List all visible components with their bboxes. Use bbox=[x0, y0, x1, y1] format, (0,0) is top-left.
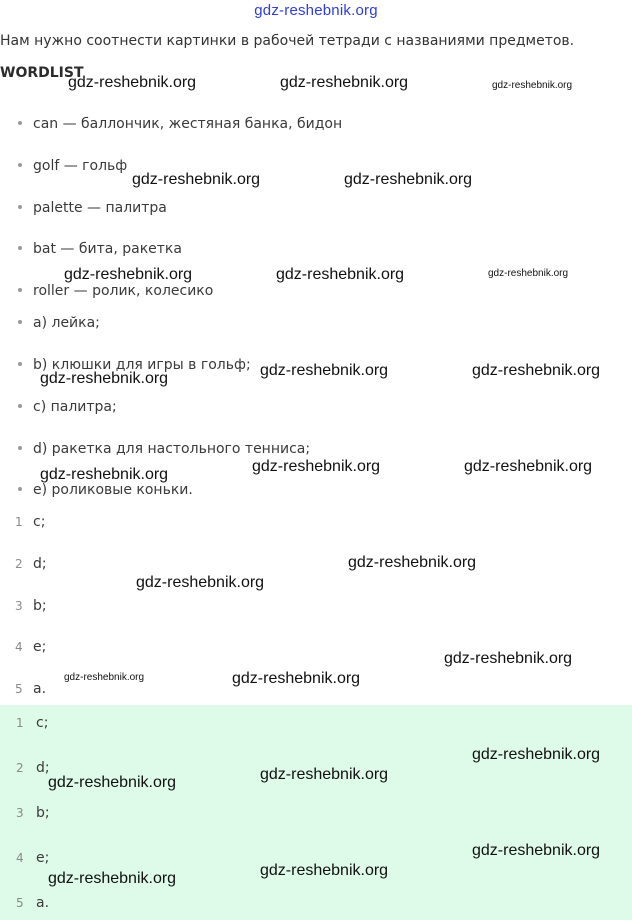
watermark: gdz-reshebnik.org bbox=[472, 362, 601, 379]
watermark: gdz-reshebnik.org bbox=[252, 458, 381, 475]
numbered-item: 2 d; bbox=[15, 556, 47, 572]
watermark: gdz-reshebnik.org bbox=[260, 362, 389, 379]
numbered-item: 3 b; bbox=[15, 598, 47, 614]
intro-text: Нам нужно соотнести картинки в рабочей тетради с названиями предметов. bbox=[0, 33, 575, 49]
answer-item: 2 d; bbox=[16, 760, 50, 776]
watermark: gdz-reshebnik.org bbox=[444, 650, 573, 667]
wordlist-item: a) лейка; bbox=[18, 315, 100, 331]
watermark: gdz-reshebnik.org bbox=[232, 670, 361, 687]
bullet-icon bbox=[18, 205, 22, 209]
watermark: gdz-reshebnik.org bbox=[492, 80, 573, 91]
wordlist-item: c) палитра; bbox=[18, 399, 117, 415]
bullet-icon bbox=[18, 362, 22, 366]
watermark: gdz-reshebnik.org bbox=[280, 74, 409, 91]
watermark: gdz-reshebnik.org bbox=[260, 766, 389, 783]
watermark: gdz-reshebnik.org bbox=[348, 554, 477, 571]
watermark: gdz-reshebnik.org bbox=[276, 266, 405, 283]
answer-item: 3 b; bbox=[16, 805, 50, 821]
wordlist-item: e) роликовые коньки. bbox=[18, 482, 193, 498]
answer-item: 5 a. bbox=[16, 895, 50, 911]
bullet-icon bbox=[18, 288, 22, 292]
watermark: gdz-reshebnik.org bbox=[40, 466, 169, 483]
bullet-icon bbox=[18, 320, 22, 324]
bullet-icon bbox=[18, 487, 22, 491]
watermark: gdz-reshebnik.org bbox=[40, 370, 169, 387]
watermark: gdz-reshebnik.org bbox=[64, 672, 145, 683]
watermark: gdz-reshebnik.org bbox=[344, 171, 473, 188]
numbered-item: 5 a. bbox=[15, 681, 47, 697]
bullet-icon bbox=[18, 163, 22, 167]
watermark: gdz-reshebnik.org bbox=[488, 268, 569, 279]
answer-item: 4 e; bbox=[16, 850, 50, 866]
bullet-icon bbox=[18, 121, 22, 125]
wordlist-item: roller — ролик, колесико bbox=[18, 283, 213, 299]
watermark: gdz-reshebnik.org bbox=[260, 862, 389, 879]
watermark: gdz-reshebnik.org bbox=[472, 746, 601, 763]
bullet-icon bbox=[18, 404, 22, 408]
numbered-item: 1 c; bbox=[15, 514, 46, 530]
watermark: gdz-reshebnik.org bbox=[64, 266, 193, 283]
wordlist-heading: WORDLIST bbox=[0, 65, 84, 81]
numbered-item: 4 e; bbox=[15, 639, 47, 655]
watermark: gdz-reshebnik.org bbox=[48, 870, 177, 887]
watermark: gdz-reshebnik.org bbox=[464, 458, 593, 475]
bullet-icon bbox=[18, 246, 22, 250]
wordlist-item: palette — палитра bbox=[18, 200, 167, 216]
watermark: gdz-reshebnik.org bbox=[48, 774, 177, 791]
answer-item: 1 c; bbox=[16, 715, 49, 731]
watermark: gdz-reshebnik.org bbox=[472, 842, 601, 859]
bullet-icon bbox=[18, 446, 22, 450]
wordlist-item: d) ракетка для настольного тенниса; bbox=[18, 441, 310, 457]
wordlist-item: bat — бита, ракетка bbox=[18, 241, 182, 257]
wordlist-item: b) клюшки для игры в гольф; bbox=[18, 357, 251, 373]
wordlist-item: golf — гольф bbox=[18, 158, 127, 174]
wordlist-item: can — баллончик, жестяная банка, бидон bbox=[18, 116, 342, 132]
site-header-watermark: gdz-reshebnik.org bbox=[254, 2, 378, 19]
watermark: gdz-reshebnik.org bbox=[68, 74, 197, 91]
watermark: gdz-reshebnik.org bbox=[132, 171, 261, 188]
watermark: gdz-reshebnik.org bbox=[136, 574, 265, 591]
